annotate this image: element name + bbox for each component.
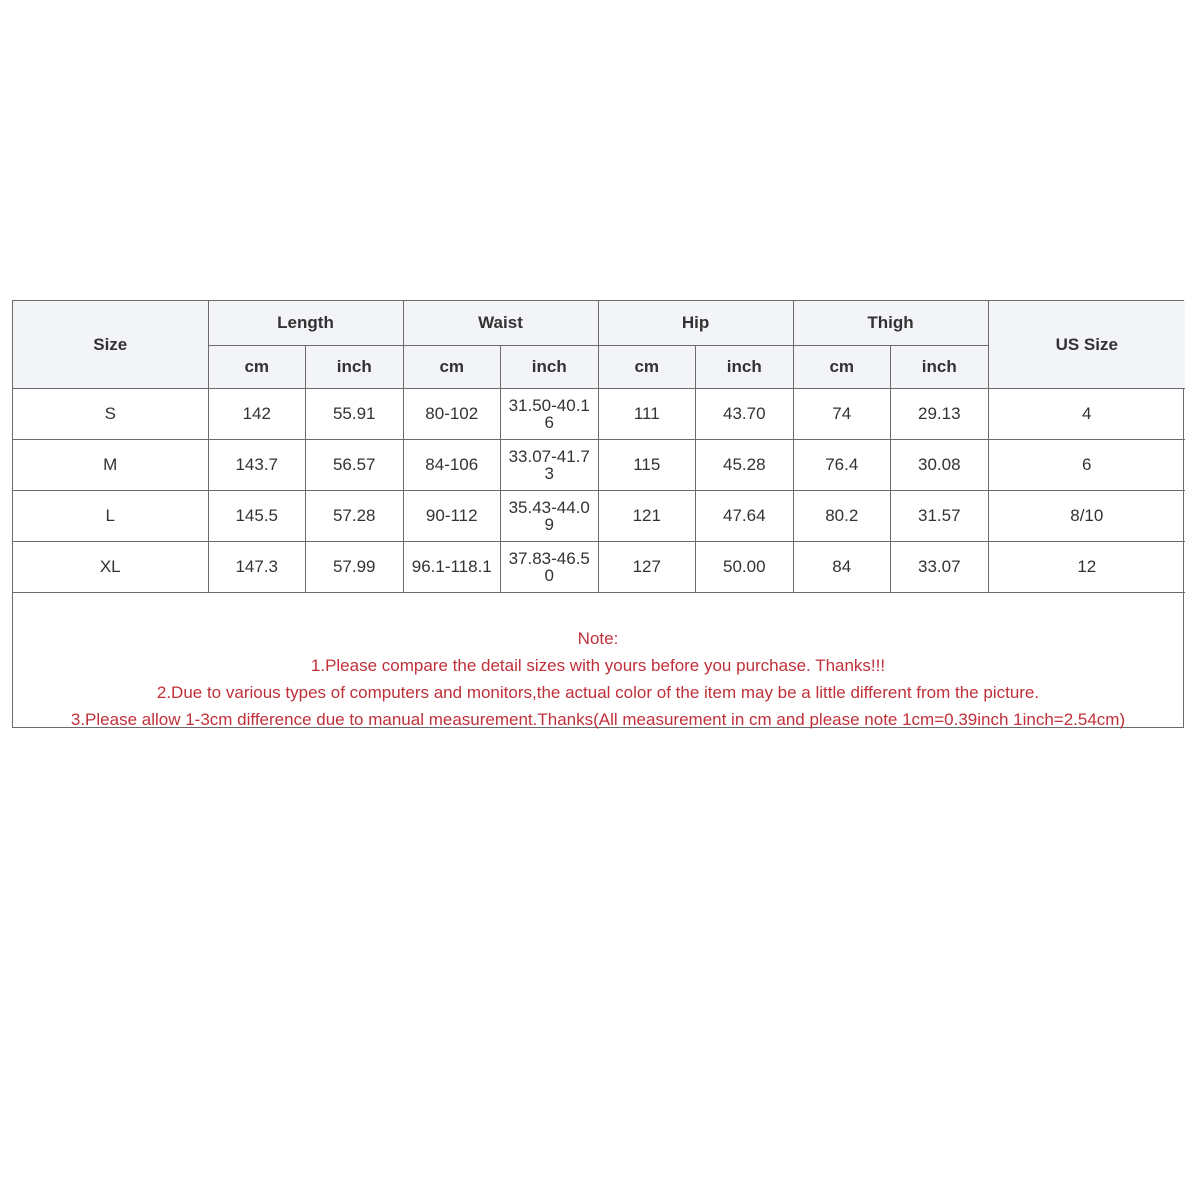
unit-header: inch [696, 345, 794, 388]
table-row [13, 388, 1185, 439]
header-waist: Waist [403, 301, 598, 345]
hip-cm-cell: 115 [598, 439, 696, 490]
note-line-1: 1.Please compare the detail sizes with yours before you purchase. Thanks!!! [310, 655, 886, 675]
length-cm-cell: 147.3 [208, 541, 306, 592]
waist-inch-cell: 31.50-40.16 [501, 388, 599, 439]
waist-inch-cell: 33.07-41.73 [501, 439, 599, 490]
header-us-size: US Size [988, 301, 1185, 388]
size-cell: XL [13, 541, 208, 592]
length-inch-cell: 56.57 [306, 439, 404, 490]
header-size: Size [13, 301, 208, 388]
thigh-cm-cell: 74 [793, 388, 891, 439]
hip-cm-cell: 127 [598, 541, 696, 592]
length-cm-cell: 143.7 [208, 439, 306, 490]
unit-header: cm [793, 345, 891, 388]
length-inch-cell: 57.99 [306, 541, 404, 592]
hip-cm-cell: 111 [598, 388, 696, 439]
unit-header: inch [306, 345, 404, 388]
waist-cm-cell: 96.1-118.1 [403, 541, 501, 592]
hip-inch-cell: 50.00 [696, 541, 794, 592]
size-cell: S [13, 388, 208, 439]
header-thigh: Thigh [793, 301, 988, 345]
waist-cm-cell: 90-112 [403, 490, 501, 541]
table-row [13, 490, 1185, 541]
size-cell: L [13, 490, 208, 541]
waist-inch-cell: 37.83-46.50 [501, 541, 599, 592]
thigh-inch-cell: 30.08 [891, 439, 989, 490]
note-line-3: 3.Please allow 1-3cm difference due to manual measurement.Thanks(All measurement in cm and please note 1cm=0.39inch 1inch=2.54cm) [70, 709, 1126, 729]
thigh-inch-cell: 33.07 [891, 541, 989, 592]
us-size-cell: 12 [988, 541, 1185, 592]
thigh-inch-cell: 31.57 [891, 490, 989, 541]
size-table [13, 301, 1185, 593]
unit-header: cm [403, 345, 501, 388]
hip-inch-cell: 47.64 [696, 490, 794, 541]
length-inch-cell: 57.28 [306, 490, 404, 541]
hip-inch-cell: 45.28 [696, 439, 794, 490]
hip-inch-cell: 43.70 [696, 388, 794, 439]
note-title: Note: [577, 628, 619, 648]
size-chart [12, 300, 1184, 728]
header-hip: Hip [598, 301, 793, 345]
us-size-cell: 8/10 [988, 490, 1185, 541]
note-line-2: 2.Due to various types of computers and monitors,the actual color of the item may be a little different from the picture. [156, 682, 1040, 702]
size-cell: M [13, 439, 208, 490]
header-row-groups [13, 301, 1185, 345]
table-row [13, 439, 1185, 490]
length-cm-cell: 145.5 [208, 490, 306, 541]
hip-cm-cell: 121 [598, 490, 696, 541]
waist-cm-cell: 80-102 [403, 388, 501, 439]
waist-cm-cell: 84-106 [403, 439, 501, 490]
thigh-inch-cell: 29.13 [891, 388, 989, 439]
us-size-cell: 4 [988, 388, 1185, 439]
thigh-cm-cell: 80.2 [793, 490, 891, 541]
length-inch-cell: 55.91 [306, 388, 404, 439]
length-cm-cell: 142 [208, 388, 306, 439]
thigh-cm-cell: 84 [793, 541, 891, 592]
unit-header: inch [501, 345, 599, 388]
unit-header: inch [891, 345, 989, 388]
notes-section [13, 593, 1183, 729]
table-row [13, 541, 1185, 592]
waist-inch-cell: 35.43-44.09 [501, 490, 599, 541]
unit-header: cm [598, 345, 696, 388]
us-size-cell: 6 [988, 439, 1185, 490]
thigh-cm-cell: 76.4 [793, 439, 891, 490]
unit-header: cm [208, 345, 306, 388]
header-length: Length [208, 301, 403, 345]
